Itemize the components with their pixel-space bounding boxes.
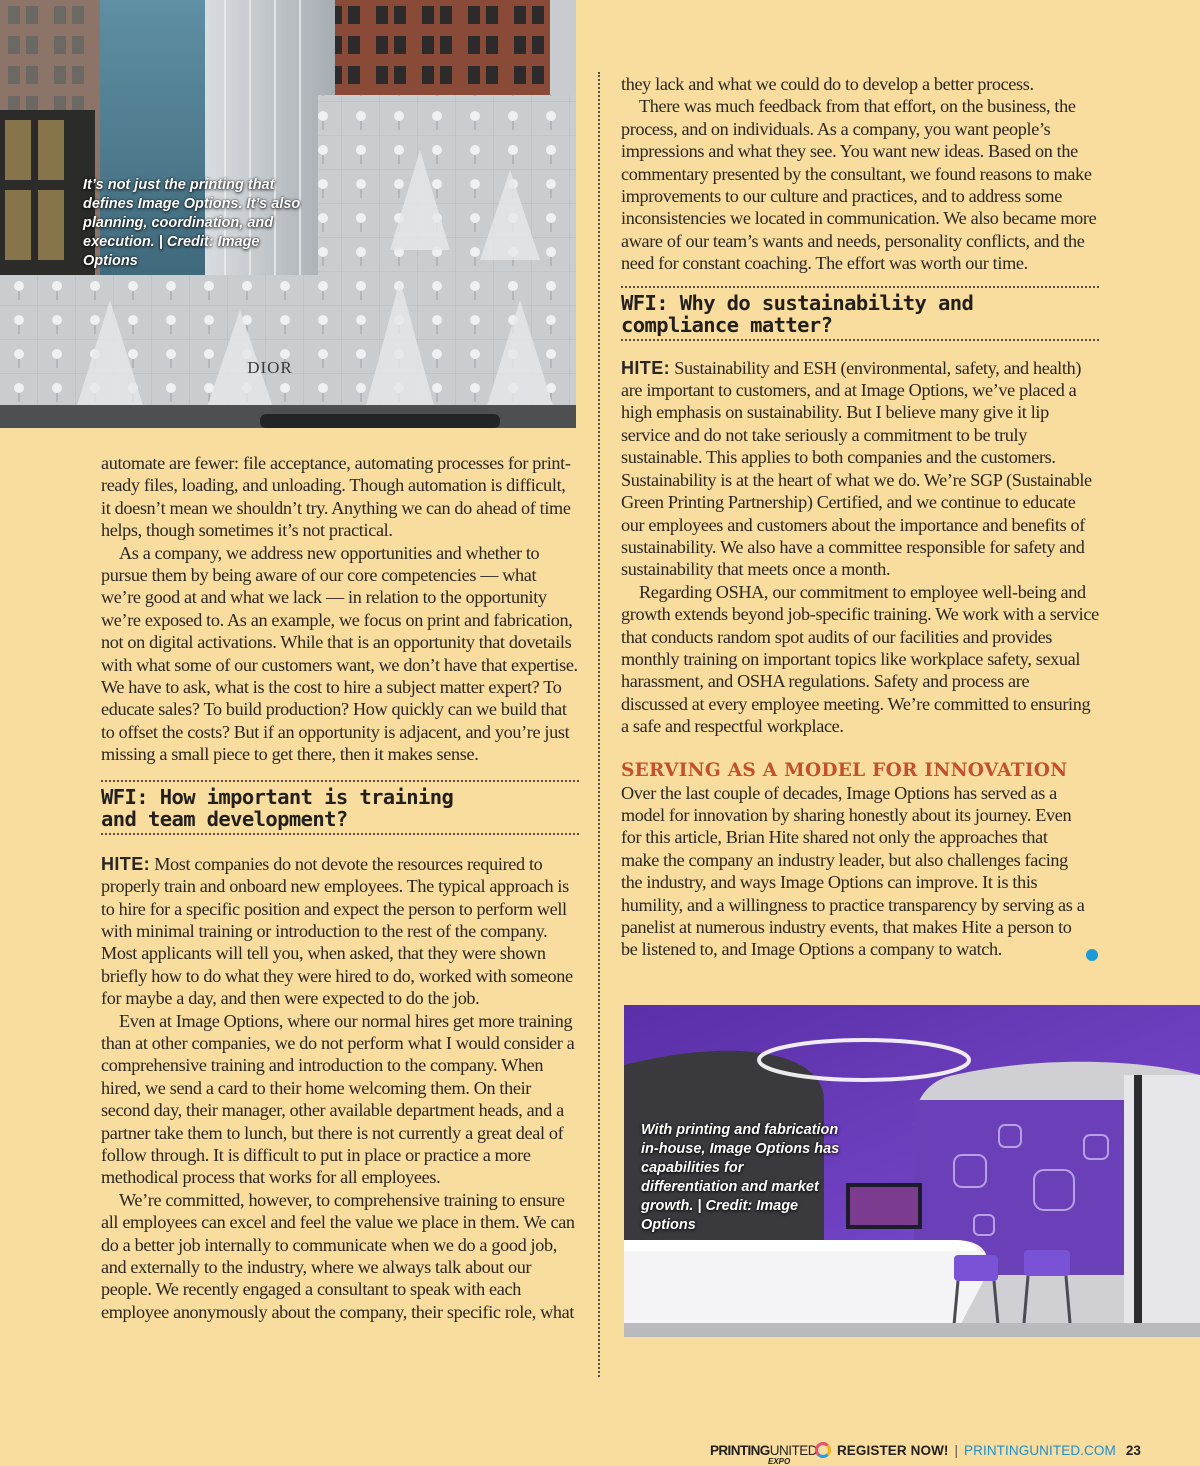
website-link[interactable]: PRINTINGUNITED.COM xyxy=(964,1442,1116,1458)
left-column xyxy=(101,452,579,1323)
body-paragraph: they lack and what we could do to develop a better process. xyxy=(621,74,1034,94)
answer-paragraph xyxy=(621,357,1099,581)
page-footer xyxy=(710,1438,1141,1466)
right-column xyxy=(621,73,1099,961)
speaker-label: HITE: xyxy=(101,853,150,874)
answer-paragraph xyxy=(101,853,579,1010)
question-heading xyxy=(621,286,1099,341)
photo-caption-bottom: With printing and fabrication in-house, Image Options has capabilities for differentiation and market growth. | Credit: Image Options xyxy=(641,1122,840,1233)
logo-united-text: UNITED xyxy=(769,1442,817,1458)
event-logo[interactable] xyxy=(710,1442,831,1466)
page-number: 23 xyxy=(1125,1442,1141,1458)
answer-text: Sustainability and ESH (environmental, safety, and health) are important to customers, and at Image Options, we’ve placed a high emphasis on sustainability. But I believe many give it lip service and do not take seriously a commitment to be truly sustainable. This applies to both companies and the customers. Sustainability is at the heart of what we do. We’re SGP (Sustainable Green Printing Partnership) Certified, and we continue to educate our employees and customers about the importance and benefits of sustainability. We also have a committee responsible for safety and sustainability that meets once a month. xyxy=(621,357,1092,580)
logo-ring-icon xyxy=(815,1442,831,1458)
answer-paragraph: Regarding OSHA, our commitment to employee well-being and growth extends beyond job-specific training. We work with a service that conducts random spot audits of our facilities and provides monthly training on important topics like workplace safety, sexual harassment, and OSHA regulations. Safety and process are discussed at every employee meeting. We’re committed to ensuring a safe and respectful workplace. xyxy=(621,581,1099,737)
question-text: WFI: How important is training and team development? xyxy=(101,784,454,832)
answer-paragraph: We’re committed, however, to comprehensive training to ensure all employees can excel and feel the value we place in them. We can do a better job internally to communicate when we do a good job, and externally to the industry, where we always talk about our people. We recently engaged a consultant to speak with each employee anonymously about the company, their specific role, what xyxy=(101,1189,575,1322)
section-heading: SERVING AS A MODEL FOR INNOVATION xyxy=(621,759,1068,781)
logo-printing-text: PRINTING xyxy=(710,1442,770,1458)
photo-caption-top: It’s not just the printing that defines Image Options. It’s also planning, coordination, and execution. | Credit: Image Options xyxy=(83,177,301,269)
storefront-photo xyxy=(0,0,576,428)
body-paragraph: Over the last couple of decades, Image Options has served as a model for innovation by sharing honestly about its journey. Even for this article, Brian Hite shared not only the approaches that make the company an industry leader, but also challenges facing the industry, and ways Image Options can improve. It is this humility, and a willingness to practice transparency by serving as a panelist at numerous industry events, that makes Hite a person to be listened to, and Image Options a company to watch. xyxy=(621,782,1085,960)
body-paragraph: There was much feedback from that effort, on the business, the process, and on individuals. As a company, you want people’s impressions and what they see. You want new ideas. Based on the commentary presented by the consultant, we found reasons to make improvements to our culture and practices, and to address some inconsistencies we located in communication. We also became more aware of our team’s wants and needs, personality conflicts, and the need for constant coaching. The effort was worth our time. xyxy=(621,96,1097,274)
office-photo xyxy=(624,1005,1200,1337)
logo-expo-text: EXPO xyxy=(768,1457,791,1466)
body-paragraph: automate are fewer: file acceptance, automating processes for print-ready files, loading, and unloading. Though automation is difficult, it doesn’t mean we shouldn’t try. Anything we can do ahead of time helps, though sometimes it’s not practical. xyxy=(101,453,571,541)
body-paragraph: As a company, we address new opportunities and whether to pursue them by being aware of our core competencies — what we’re good at and what we lack — in relation to the opportunity we’re exposed to. As an example, we focus on print and fabrication, not on digital activations. While that is an opportunity that dovetails with what some of our customers want, we don’t have that expertise. We have to ask, what is the cost to hire a subject matter expert? To educate sales? To build production? How quickly can we build that to offset the costs? But if an opportunity is adjacent, and you’re just missing a small piece to get there, then it makes sense. xyxy=(101,542,578,765)
answer-text: Most companies do not devote the resources required to properly train and onboard new employees. The typical approach is to hire for a specific position and expect the person to perform well with minimal training or introduction to the rest of the company. Most applicants will tell you, when asked, that they were shown briefly how to do what they were hired to do, worked with someone for maybe a day, and then were expected to do the job. xyxy=(101,853,573,1009)
question-heading xyxy=(101,780,579,835)
question-text: WFI: Why do sustainability and compliance matter? xyxy=(621,290,974,338)
end-of-article-dot xyxy=(1086,949,1098,961)
speaker-label: HITE: xyxy=(621,357,670,378)
footer-separator: | xyxy=(954,1442,959,1458)
answer-paragraph: Even at Image Options, where our normal hires get more training than at other companies, we do not perform what I would consider a comprehensive training and introduction to the company. When hired, we send a card to their home welcoming them. On their second day, their manager, other available department heads, and a partner take them to lunch, but there is not currently a great deal of follow through. It is difficult to put in place or practice a more methodical process that works for all employees. xyxy=(101,1010,575,1188)
column-divider xyxy=(598,72,600,1377)
storefront-sign: DIOR xyxy=(247,358,293,377)
register-link[interactable]: REGISTER NOW! xyxy=(836,1442,949,1458)
